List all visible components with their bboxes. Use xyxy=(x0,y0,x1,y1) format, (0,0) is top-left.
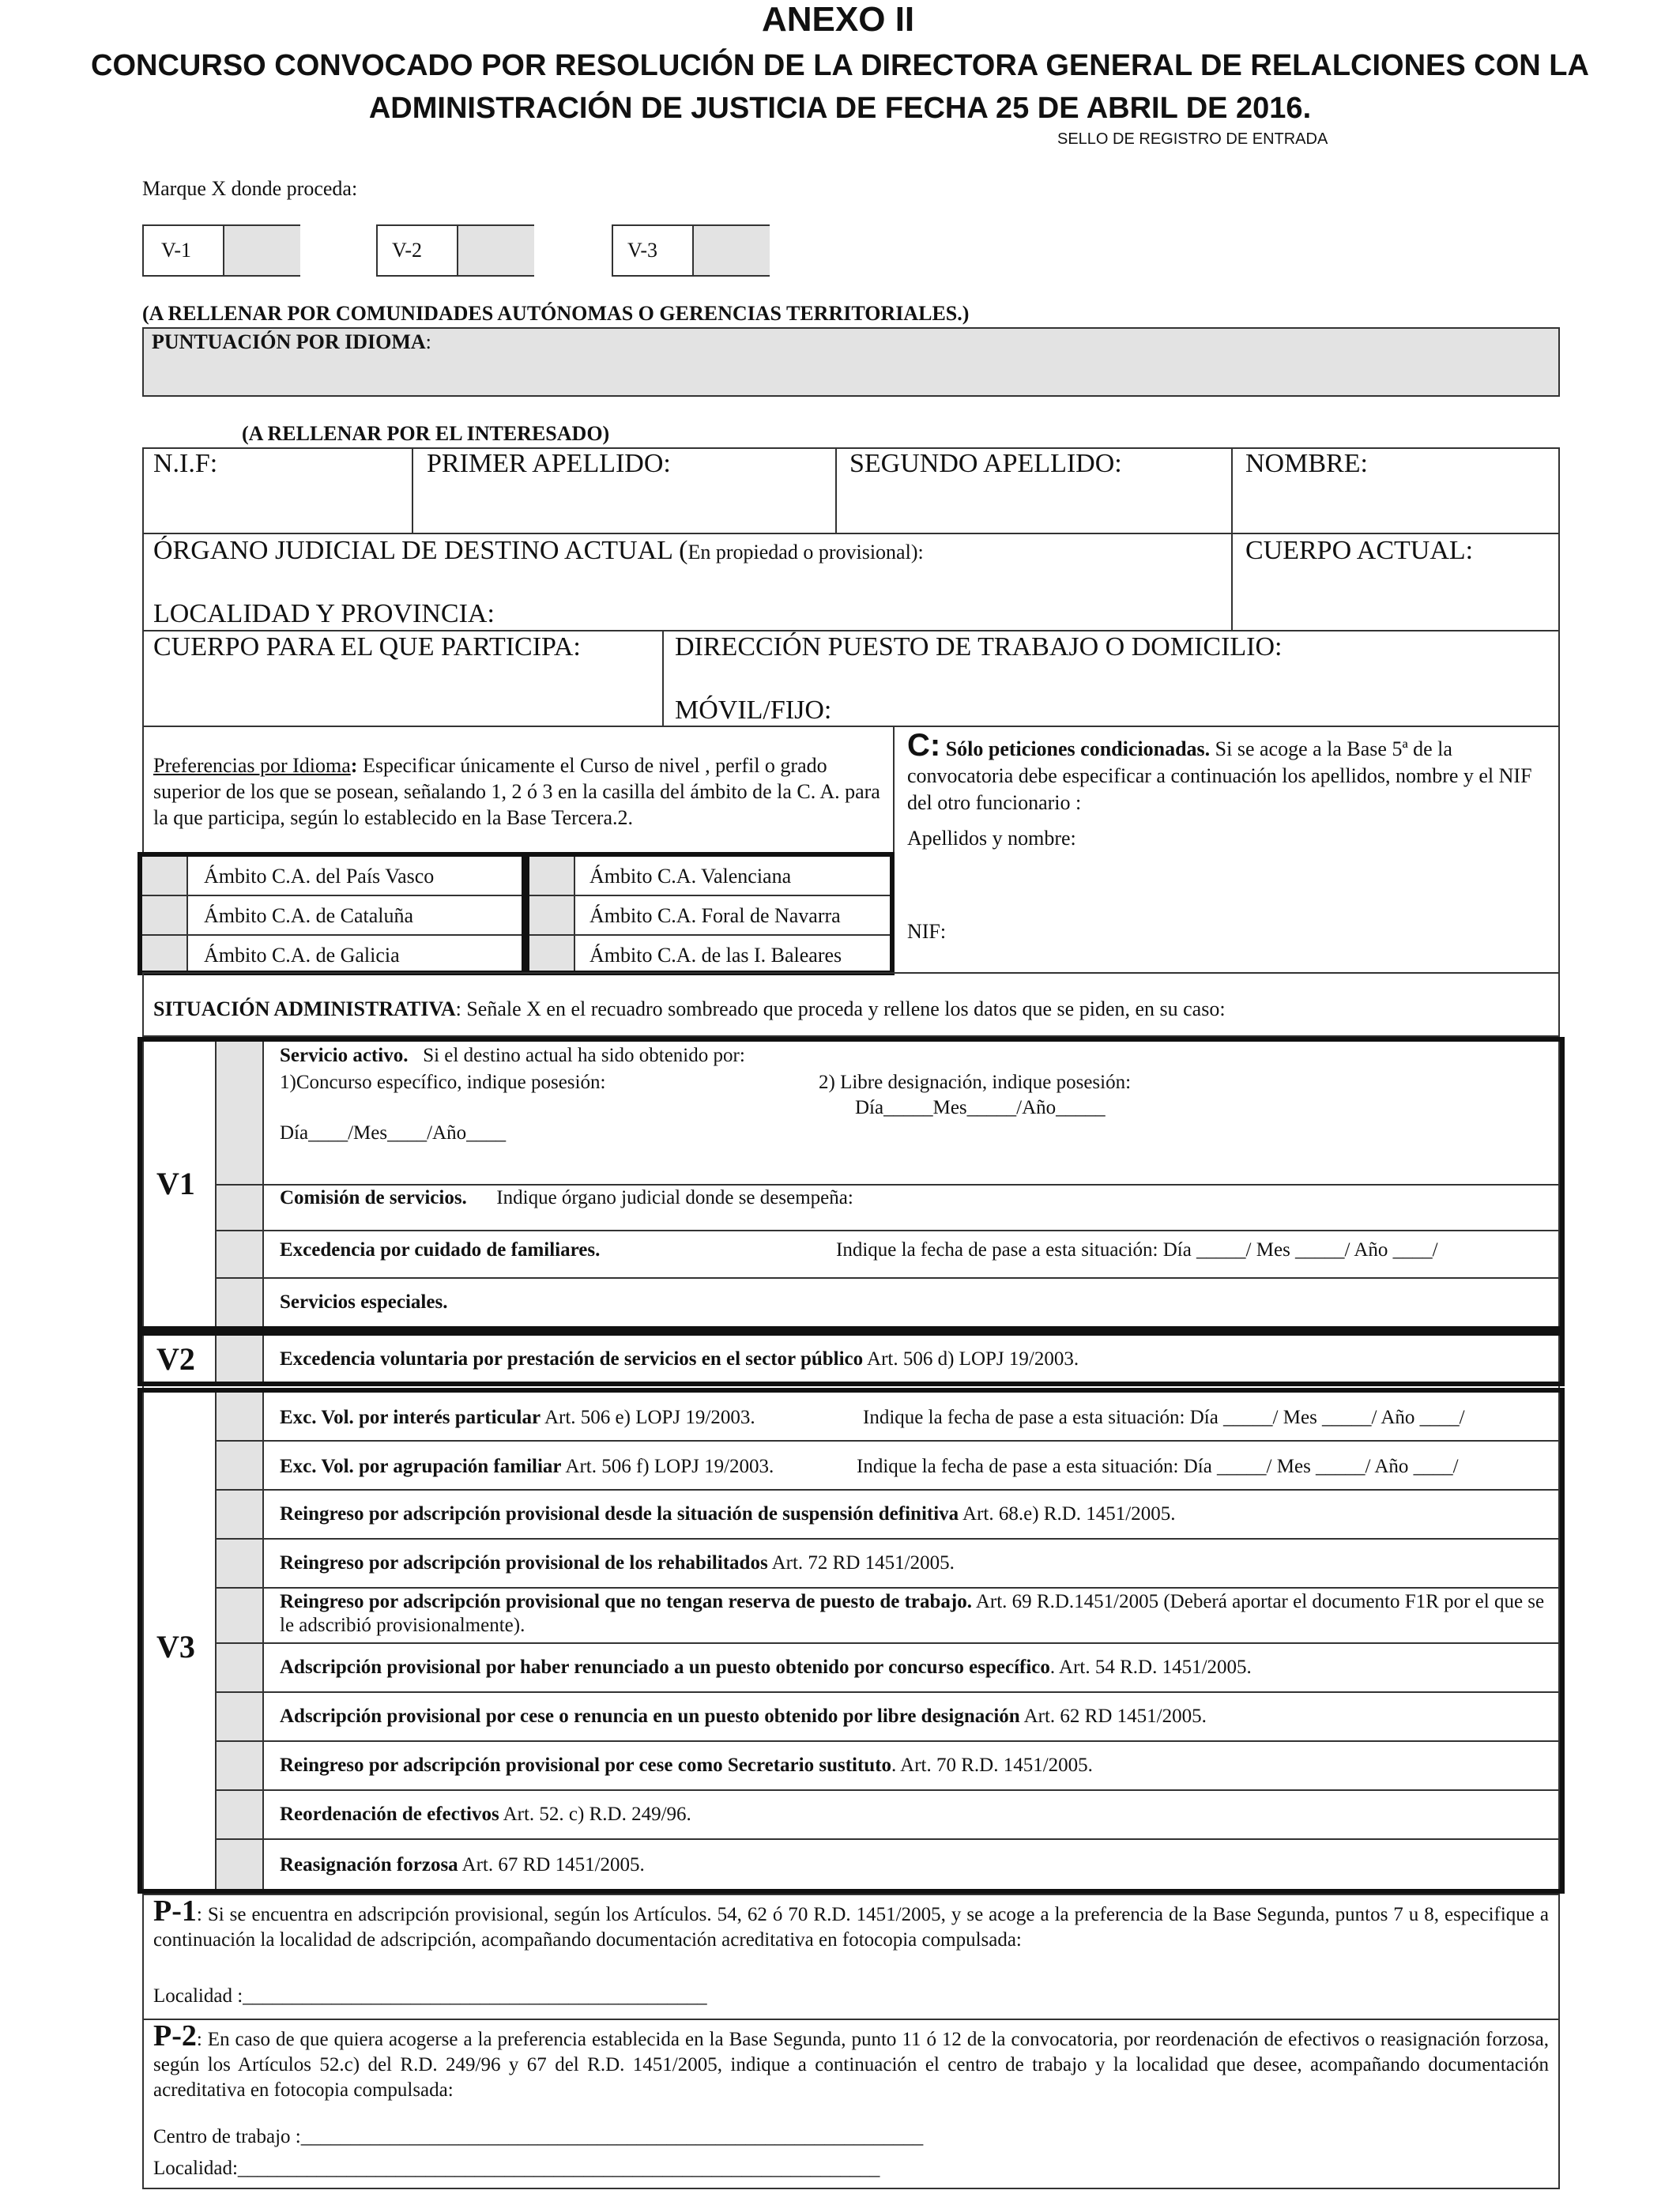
p2-localidad-field[interactable]: Localidad:_________________________________________________________________ xyxy=(153,2158,880,2179)
v3-checkbox-8[interactable] xyxy=(217,1791,262,1838)
v3-checkbox-6[interactable] xyxy=(217,1693,262,1740)
v1-excedencia-date-field[interactable]: Indique la fecha de pase a esta situación: Día _____/ Mes _____/ Año ____/ xyxy=(836,1239,1438,1261)
v3-checkbox-4[interactable] xyxy=(217,1589,262,1642)
option-v1[interactable] xyxy=(142,224,300,277)
v1-concurso-date-field[interactable]: Día____/Mes____/Año____ xyxy=(280,1122,507,1144)
conditional-requests-text: C: Sólo peticiones condicionadas. Si se acoge a la Base 5ª de la convocatoria debe especificar a continuación los apellidos, nombre y el NIF del otro funcionario : xyxy=(907,728,1532,814)
v3-row-2: Reingreso por adscripción provisional desde la situación de suspensión definitiva Art. 68.e) R.D. 1451/2005. xyxy=(280,1503,1176,1525)
ambito-checkbox-baleares[interactable] xyxy=(529,936,575,971)
document-title-line2: ADMINISTRACIÓN DE JUSTICIA DE FECHA 25 DE ABRIL DE 2016. xyxy=(368,92,1312,125)
applicant-table xyxy=(142,447,1560,727)
v3-row-1: Exc. Vol. por agrupación familiar Art. 506 f) LOPJ 19/2003. xyxy=(280,1456,774,1477)
v1-libre-designacion: 2) Libre designación, indique posesión: xyxy=(819,1072,1132,1093)
v3-row-8: Reordenación de efectivos Art. 52. c) R.D. 249/96. xyxy=(280,1804,691,1825)
v3-row-0: Exc. Vol. por interés particular Art. 506 e) LOPJ 19/2003. xyxy=(280,1407,755,1428)
v3-row-9: Reasignación forzosa Art. 67 RD 1451/2005. xyxy=(280,1854,645,1875)
option-v2-checkbox[interactable] xyxy=(457,226,534,275)
v3-row-0-date-field[interactable]: Indique la fecha de pase a esta situación: Día _____/ Mes _____/ Año ____/ xyxy=(863,1407,1465,1428)
v3-checkbox-3[interactable] xyxy=(217,1540,262,1587)
current-corps-field[interactable]: CUERPO ACTUAL: xyxy=(1245,536,1474,565)
v1-concurso-especifico: 1)Concurso específico, indique posesión: xyxy=(280,1072,606,1093)
v1-servicio-activo: Servicio activo. Si el destino actual ha sido obtenido por: xyxy=(280,1045,745,1066)
language-score-label: PUNTUACIÓN POR IDIOMA: xyxy=(152,330,431,353)
option-v3[interactable] xyxy=(612,224,770,277)
v1-comision: Comisión de servicios. Indique órgano judicial donde se desempeña: xyxy=(280,1187,853,1208)
v3-row-1-date-field[interactable]: Indique la fecha de pase a esta situación: Día _____/ Mes _____/ Año ____/ xyxy=(857,1456,1459,1477)
ambito-checkbox-valenciana[interactable] xyxy=(529,857,575,895)
annex-title: ANEXO II xyxy=(762,0,915,39)
ambito-checkbox-galicia[interactable] xyxy=(142,936,188,971)
v3-checkbox-7[interactable] xyxy=(217,1742,262,1789)
v1-checkbox-excedencia[interactable] xyxy=(217,1231,262,1277)
option-v1-checkbox[interactable] xyxy=(223,226,300,275)
ambito-label-baleares: Ámbito C.A. de las I. Baleares xyxy=(590,944,842,967)
nif-field[interactable]: N.I.F: xyxy=(153,449,218,478)
ambito-label-pais-vasco: Ámbito C.A. del País Vasco xyxy=(204,865,435,888)
first-surname-field[interactable]: PRIMER APELLIDO: xyxy=(427,449,671,478)
v2-text: Excedencia voluntaria por prestación de servicios en el sector público Art. 506 d) LOPJ 19/2003. xyxy=(280,1348,1079,1370)
option-v2-label: V-2 xyxy=(392,239,423,262)
ca-section-heading: (A RELLENAR POR COMUNIDADES AUTÓNOMAS O GERENCIAS TERRITORIALES.) xyxy=(142,302,970,325)
ambito-checkbox-navarra[interactable] xyxy=(529,896,575,934)
current-court-field[interactable]: ÓRGANO JUDICIAL DE DESTINO ACTUAL (En propiedad o provisional): xyxy=(153,536,924,565)
v1-servicios-especiales: Servicios especiales. xyxy=(280,1291,448,1313)
v1-checkbox-especiales[interactable] xyxy=(217,1279,262,1326)
v3-checkbox-0[interactable] xyxy=(217,1393,262,1440)
locality-province-field[interactable]: LOCALIDAD Y PROVINCIA: xyxy=(153,599,495,628)
v3-checkbox-2[interactable] xyxy=(217,1491,262,1538)
v1-label: V1 xyxy=(156,1166,195,1201)
registry-stamp-label: SELLO DE REGISTRO DE ENTRADA xyxy=(1057,130,1328,148)
phone-field[interactable]: MÓVIL/FIJO: xyxy=(675,696,832,725)
v2-checkbox[interactable] xyxy=(217,1336,262,1382)
language-score-field[interactable] xyxy=(142,327,1560,397)
v1-checkbox-servicio-activo[interactable] xyxy=(217,1042,262,1184)
language-preferences-text: Preferencias por Idioma: Especificar únicamente el Curso de nivel , perfil o grado superior de los que se posean, señalando 1, 2 ó 3 en la casilla del ámbito de la C. A. para la que participa, según lo establecido en la Base Tercera.2. xyxy=(153,754,880,829)
conditional-name-field[interactable]: Apellidos y nombre: xyxy=(907,827,1076,850)
v3-checkbox-1[interactable] xyxy=(217,1442,262,1489)
ambito-checkbox-pais-vasco[interactable] xyxy=(142,857,188,895)
applicant-section-heading: (A RELLENAR POR EL INTERESADO) xyxy=(242,422,610,445)
v3-row-4: Reingreso por adscripción provisional que no tengan reserva de puesto de trabajo. Art. 69 R.D.1451/2005 (Deberá aportar el documento F1R por el que se le adscribió provisionalmente). xyxy=(280,1591,1545,1636)
v1-excedencia: Excedencia por cuidado de familiares. xyxy=(280,1239,601,1261)
option-v3-checkbox[interactable] xyxy=(692,226,770,275)
v2-label: V2 xyxy=(156,1341,195,1377)
marque-instruction: Marque X donde proceda: xyxy=(142,177,358,200)
conditional-nif-field[interactable]: NIF: xyxy=(907,920,947,943)
document-title-line1: CONCURSO CONVOCADO POR RESOLUCIÓN DE LA DIRECTORA GENERAL DE RELALCIONES CON LA xyxy=(91,49,1589,82)
p1-text: P-1: Si se encuentra en adscripción provisional, según los Artículos. 54, 62 ó 70 R.D. 1451/2005, y se acoge a la preferencia de la Base Segunda, puntos 7 u 8, especifique a continuación la localidad de adscripción, acompañando documentación acreditativa en fotocopia compulsada: xyxy=(153,1894,1549,1951)
work-address-field[interactable]: DIRECCIÓN PUESTO DE TRABAJO O DOMICILIO: xyxy=(675,632,1283,662)
v3-row-5: Adscripción provisional por haber renunciado a un puesto obtenido por concurso específico. Art. 54 R.D. 1451/2005. xyxy=(280,1657,1252,1678)
ambito-label-valenciana: Ámbito C.A. Valenciana xyxy=(590,865,792,888)
ambito-label-galicia: Ámbito C.A. de Galicia xyxy=(204,944,400,967)
ambito-label-cataluna: Ámbito C.A. de Cataluña xyxy=(204,904,414,927)
p1-localidad-field[interactable]: Localidad :_______________________________________________ xyxy=(153,1985,707,2007)
option-v1-label: V-1 xyxy=(161,239,192,262)
option-v3-label: V-3 xyxy=(627,239,658,262)
p2-text: P-2: En caso de que quiera acogerse a la preferencia establecida en la Base Segunda, punto 11 ó 12 de la convocatoria, por reordenación de efectivos o reasignación forzosa, según los Artículos 52.c) del R.D. 249/96 y 67 del R.D. 1451/2005, indique a continuación el centro de trabajo y la localidad que desee, acompañando documentación acreditativa en fotocopia compulsada: xyxy=(153,2019,1549,2101)
v1-libre-date-field[interactable]: Día_____Mes_____/Año_____ xyxy=(855,1097,1106,1118)
ambito-checkbox-cataluna[interactable] xyxy=(142,896,188,934)
v3-row-6: Adscripción provisional por cese o renuncia en un puesto obtenido por libre designación Art. 62 RD 1451/2005. xyxy=(280,1706,1207,1727)
ambito-label-navarra: Ámbito C.A. Foral de Navarra xyxy=(590,904,841,927)
p2-centro-field[interactable]: Centro de trabajo :_______________________________________________________________ xyxy=(153,2126,924,2147)
option-v2[interactable] xyxy=(376,224,534,277)
v3-row-7: Reingreso por adscripción provisional por cese como Secretario sustituto. Art. 70 R.D. 1451/2005. xyxy=(280,1755,1093,1776)
admin-situation-text: SITUACIÓN ADMINISTRATIVA: Señale X en el recuadro sombreado que proceda y rellene los datos que se piden, en su caso: xyxy=(153,997,1226,1020)
second-surname-field[interactable]: SEGUNDO APELLIDO: xyxy=(849,449,1122,478)
v1-checkbox-comision[interactable] xyxy=(217,1186,262,1230)
v3-label: V3 xyxy=(156,1629,195,1664)
participating-corps-field[interactable]: CUERPO PARA EL QUE PARTICIPA: xyxy=(153,632,581,662)
v3-checkbox-5[interactable] xyxy=(217,1644,262,1691)
v3-checkbox-9[interactable] xyxy=(217,1840,262,1889)
name-field[interactable]: NOMBRE: xyxy=(1245,449,1368,478)
v3-row-3: Reingreso por adscripción provisional de los rehabilitados Art. 72 RD 1451/2005. xyxy=(280,1552,955,1574)
